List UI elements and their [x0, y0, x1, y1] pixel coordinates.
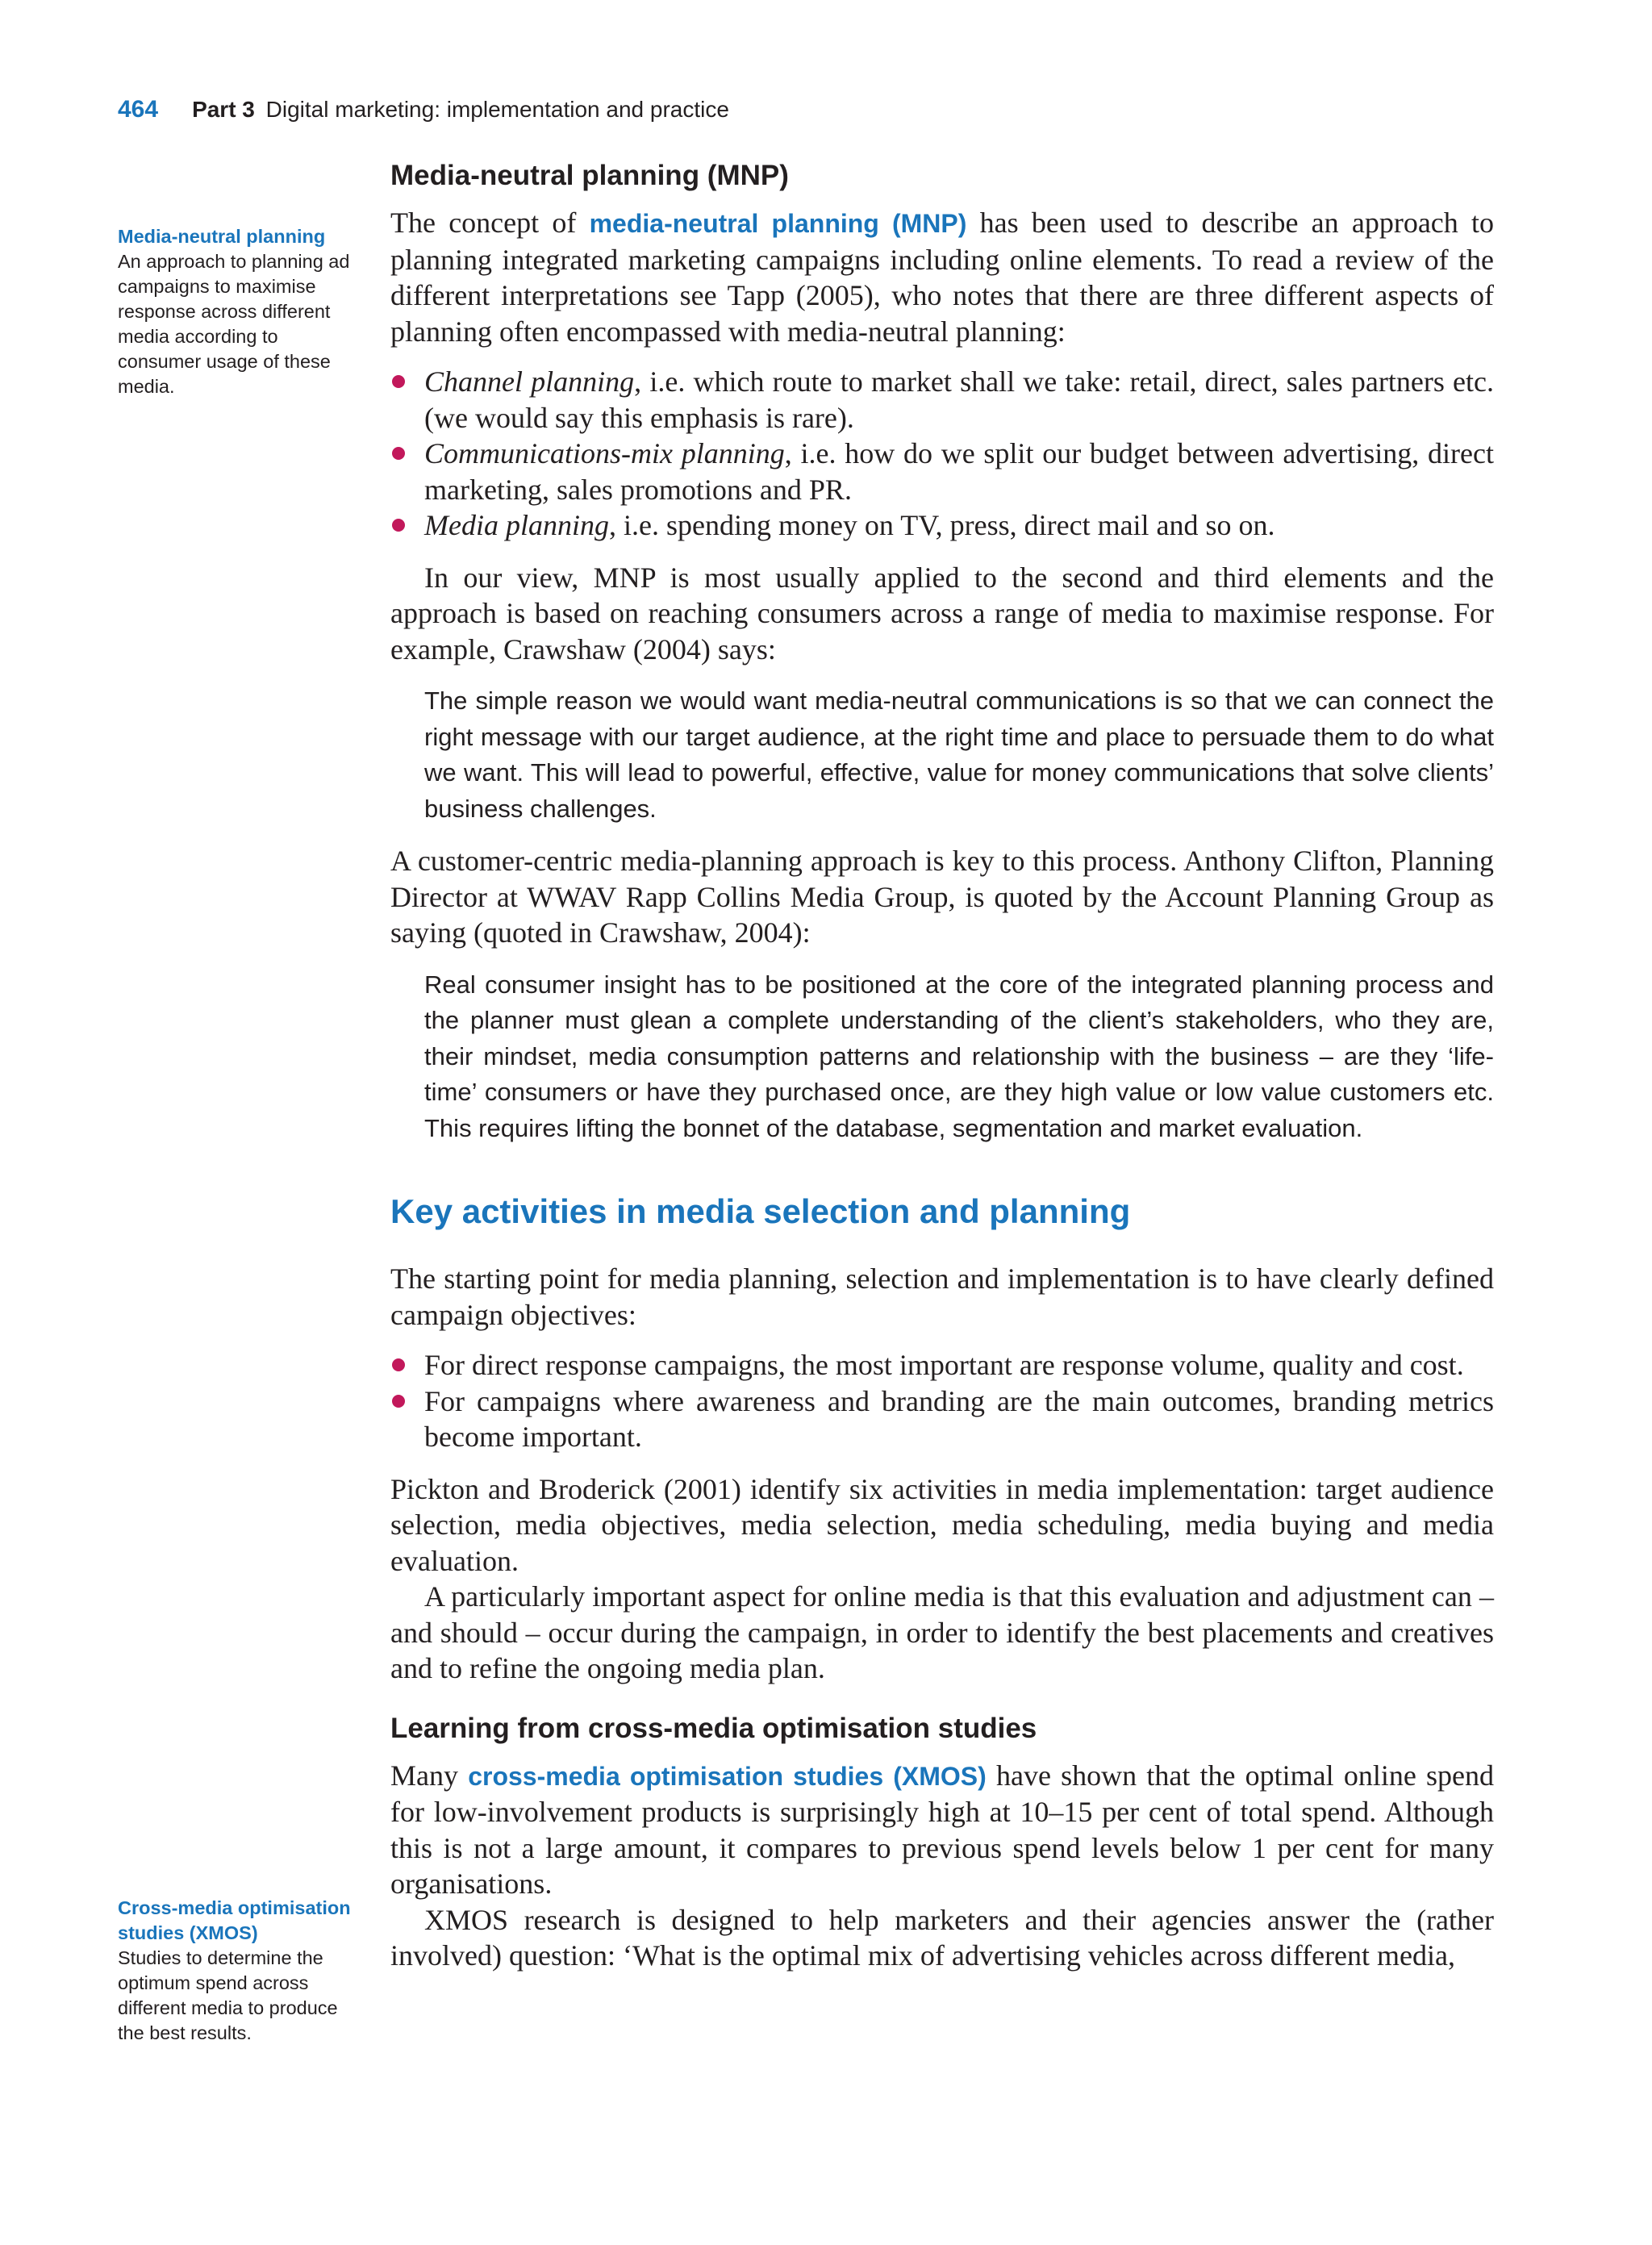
block-quote: Real consumer insight has to be positioned at the core of the integrated planning process and the planner must glean a complete understanding of the client’s stakeholders, who they are, their mindset, media consumption patterns and relationship with the business – are they ‘life-time’ consumers or have they purchased once, are they high value or low value customers etc. This requires lifting the bonnet of the database, segmentation and market evaluation.	[424, 970, 1494, 1142]
list-item	[390, 364, 1494, 436]
key-term-xmos: cross-media optimisation studies (XMOS)	[468, 1761, 987, 1791]
paragraph: A particularly important aspect for online media is that this evaluation and adjustment can – and should – occur during the campaign, in order to identify the best placements and creatives and to refine the ongoing media plan.	[390, 1580, 1494, 1684]
section-heading-mnp: Media-neutral planning (MNP)	[390, 160, 789, 191]
bullet-text: , i.e. how do we split our budget between advertising, direct marketing, sales promotions and PR.	[424, 437, 1494, 506]
text-span: Many	[390, 1759, 458, 1792]
bullet-icon	[392, 1358, 405, 1371]
text-span: have shown that the optimal online spend for low-involvement products is surprisingly high at 10–15 per cent of total spend. Although this is not a large amount, it compares to previous spend levels below 1 per cent for many organisations.	[390, 1759, 1495, 1900]
bullet-term: Media planning	[424, 509, 609, 541]
list-item	[390, 507, 1494, 544]
margin-note-definition: Studies to determine the optimum spend across different media to produce the best results.	[118, 1947, 338, 2043]
bullet-term: Channel planning	[424, 365, 635, 398]
bullet-list	[390, 1347, 1494, 1455]
page-number: 464	[118, 96, 159, 123]
bullet-text: For direct response campaigns, the most important are response volume, quality and cost.	[424, 1349, 1464, 1381]
bullet-text: , i.e. which route to market shall we take: retail, direct, sales partners etc. (we would say this emphasis is rare).	[424, 365, 1494, 434]
text-span: The concept of	[390, 207, 577, 239]
section-heading-key-activities: Key activities in media selection and planning	[390, 1192, 1131, 1230]
part-title: Digital marketing: implementation and practice	[265, 97, 729, 122]
bullet-icon	[392, 519, 405, 532]
paragraph: In our view, MNP is most usually applied to the second and third elements and the approach is based on reaching consumers across a range of media to maximise response. For example, Crawshaw (2004) says:	[390, 561, 1494, 666]
margin-note-term: Media-neutral planning	[118, 226, 326, 247]
paragraph: A customer-centric media-planning approach is key to this process. Anthony Clifton, Planning Director at WWAV Rapp Collins Media Group, is quoted by the Account Planning Group as saying (quoted in Crawshaw, 2004):	[390, 845, 1494, 949]
margin-note-xmos	[118, 1896, 360, 2046]
section-heading-xmos: Learning from cross-media optimisation studies	[390, 1712, 1037, 1744]
bullet-icon	[392, 447, 405, 460]
bullet-term: Communications-mix planning	[424, 437, 785, 469]
paragraph: Pickton and Broderick (2001) identify six activities in media implementation: target audience selection, media objectives, media selection, media scheduling, media buying and media evaluation.	[390, 1472, 1494, 1577]
margin-note-definition: An approach to planning ad campaigns to maximise response across different media according to consumer usage of these media.	[118, 251, 350, 397]
key-term-mnp: media-neutral planning (MNP)	[589, 209, 967, 238]
paragraph	[390, 1758, 1494, 1902]
part-label: Part 3	[192, 97, 255, 122]
margin-note-media-neutral-planning	[118, 224, 360, 399]
text-span: has been used to describe an approach to planning integrated marketing campaigns including online elements. To read a review of the different interpretations see Tapp (2005), who notes that there are three different aspects of planning often encompassed with media-neutral planning:	[390, 207, 1495, 348]
paragraph	[390, 205, 1494, 349]
bullet-icon	[392, 375, 405, 388]
bullet-list	[390, 364, 1494, 544]
paragraph: The starting point for media planning, selection and implementation is to have clearly defined campaign objectives:	[390, 1262, 1494, 1331]
bullet-text: For campaigns where awareness and branding are the main outcomes, branding metrics become important.	[424, 1384, 1494, 1453]
list-item	[390, 436, 1494, 507]
list-item	[390, 1383, 1494, 1455]
paragraph: XMOS research is designed to help marketers and their agencies answer the (rather involved) question: ‘What is the optimal mix of advertising vehicles across different media,	[390, 1903, 1494, 1972]
running-head	[118, 94, 729, 126]
margin-note-term: Cross-media optimisation studies (XMOS)	[118, 1897, 351, 1943]
list-item	[390, 1347, 1494, 1383]
block-quote: The simple reason we would want media-neutral communications is so that we can connect the right message with our target audience, at the right time and place to persuade them to do what we want. This will lead to powerful, effective, value for money communications that solve clients’ business challenges.	[424, 686, 1494, 823]
bullet-text: , i.e. spending money on TV, press, direct mail and so on.	[608, 509, 1275, 541]
bullet-icon	[392, 1395, 405, 1408]
main-column	[390, 158, 1494, 1974]
